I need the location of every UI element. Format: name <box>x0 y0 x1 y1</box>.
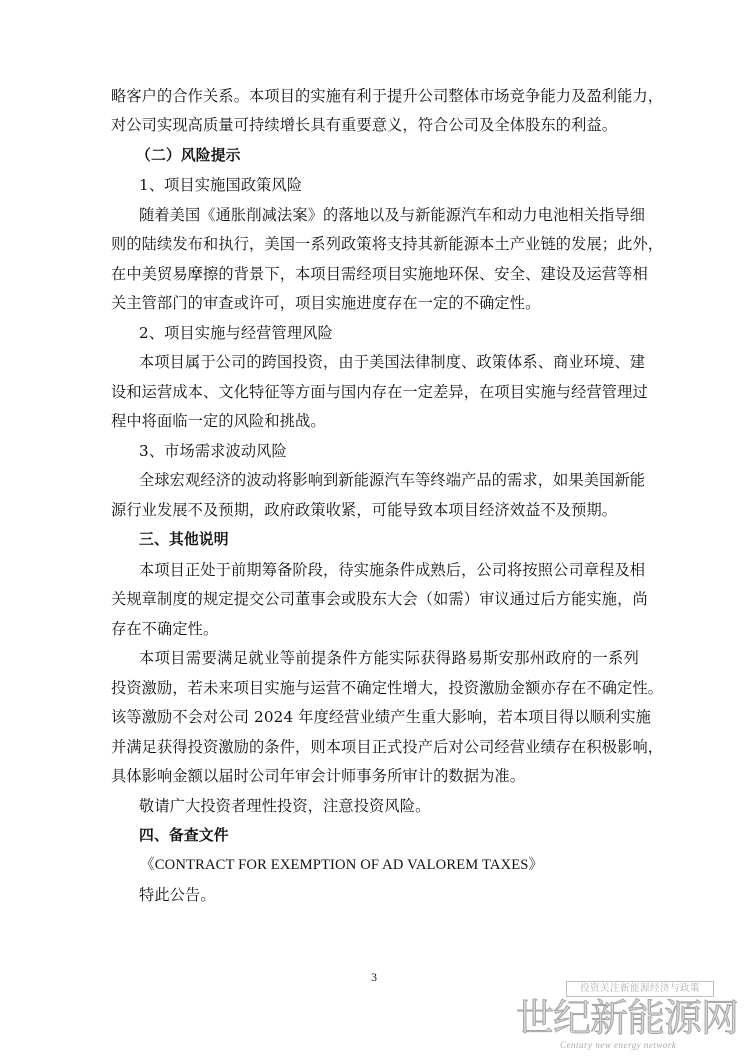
watermark-logo: 世纪新能源网 <box>516 996 739 1040</box>
paragraph-line: 在中美贸易摩擦的背景下，本项目需经项目实施地环保、安全、建设及运营等相 <box>111 265 648 283</box>
paragraph-line: 则的陆续发布和执行，美国一系列政策将支持其新能源本土产业链的发展；此外， <box>111 235 664 253</box>
subsection-heading: 1、项目实施国政策风险 <box>139 176 303 194</box>
section-heading-other: 三、其他说明 <box>139 531 229 548</box>
paragraph-line: 程中将面临一定的风险和挑战。 <box>111 412 326 430</box>
paragraph-line: 投资激励，若未来项目实施与运营不确定性增大，投资激励金额亦存在不确定性。 <box>111 679 664 697</box>
paragraph-line: 全球宏观经济的波动将影响到新能源汽车等终端产品的需求，如果美国新能 <box>139 471 646 489</box>
watermark-subtitle: Century new energy network <box>560 1040 677 1050</box>
paragraph-line: 并满足获得投资激励的条件，则本项目正式投产后对公司经营业绩存在积极影响， <box>111 738 664 756</box>
section-heading-risk: （二）风险提示 <box>136 147 241 164</box>
paragraph-line: 本项目正处于前期筹备阶段，待实施条件成熟后，公司将按照公司章程及相 <box>139 561 646 579</box>
paragraph-line: 对公司实现高质量可持续增长具有重要意义，符合公司及全体股东的利益。 <box>111 116 618 134</box>
section-heading-documents: 四、备查文件 <box>139 827 229 844</box>
paragraph-line: 存在不确定性。 <box>111 620 219 638</box>
paragraph-line: 关主管部门的审查或许可，项目实施进度存在一定的不确定性。 <box>111 294 541 312</box>
paragraph-line: 设和运营成本、文化特征等方面与国内存在一定差异，在项目实施与经营管理过 <box>111 383 648 401</box>
closing-statement: 特此公告。 <box>139 886 216 904</box>
paragraph-line: 该等激励不会对公司 2024 年度经营业绩产生重大影响，若本项目得以顺利实施 <box>111 708 652 726</box>
paragraph-line: 敬请广大投资者理性投资，注意投资风险。 <box>139 797 431 815</box>
page-number: 3 <box>371 970 377 984</box>
paragraph-line: 随着美国《通胀削减法案》的落地以及与新能源汽车和动力电池相关指导细 <box>139 206 646 224</box>
paragraph-line: 关规章制度的规定提交公司董事会或股东大会（如需）审议通过后方能实施，尚 <box>111 590 648 608</box>
paragraph-line: 源行业发展不及预期，政府政策收紧，可能导致本项目经济效益不及预期。 <box>111 501 618 519</box>
paragraph-line: 本项目属于公司的跨国投资，由于美国法律制度、政策体系、商业环境、建 <box>139 353 646 371</box>
watermark-tagline: 投资关注新能源经济与政策 <box>566 981 714 997</box>
paragraph-line: 略客户的合作关系。本项目的实施有利于提升公司整体市场竞争能力及盈利能力， <box>111 87 664 105</box>
document-reference: 《CONTRACT FOR EXEMPTION OF AD VALOREM TAXES》 <box>140 857 544 873</box>
subsection-heading: 2、项目实施与经营管理风险 <box>139 324 333 342</box>
paragraph-line: 具体影响金额以届时公司年审会计师事务所审计的数据为准。 <box>111 767 526 785</box>
paragraph-line: 本项目需要满足就业等前提条件方能实际获得路易斯安那州政府的一系列 <box>139 649 639 667</box>
subsection-heading: 3、市场需求波动风险 <box>139 442 287 460</box>
